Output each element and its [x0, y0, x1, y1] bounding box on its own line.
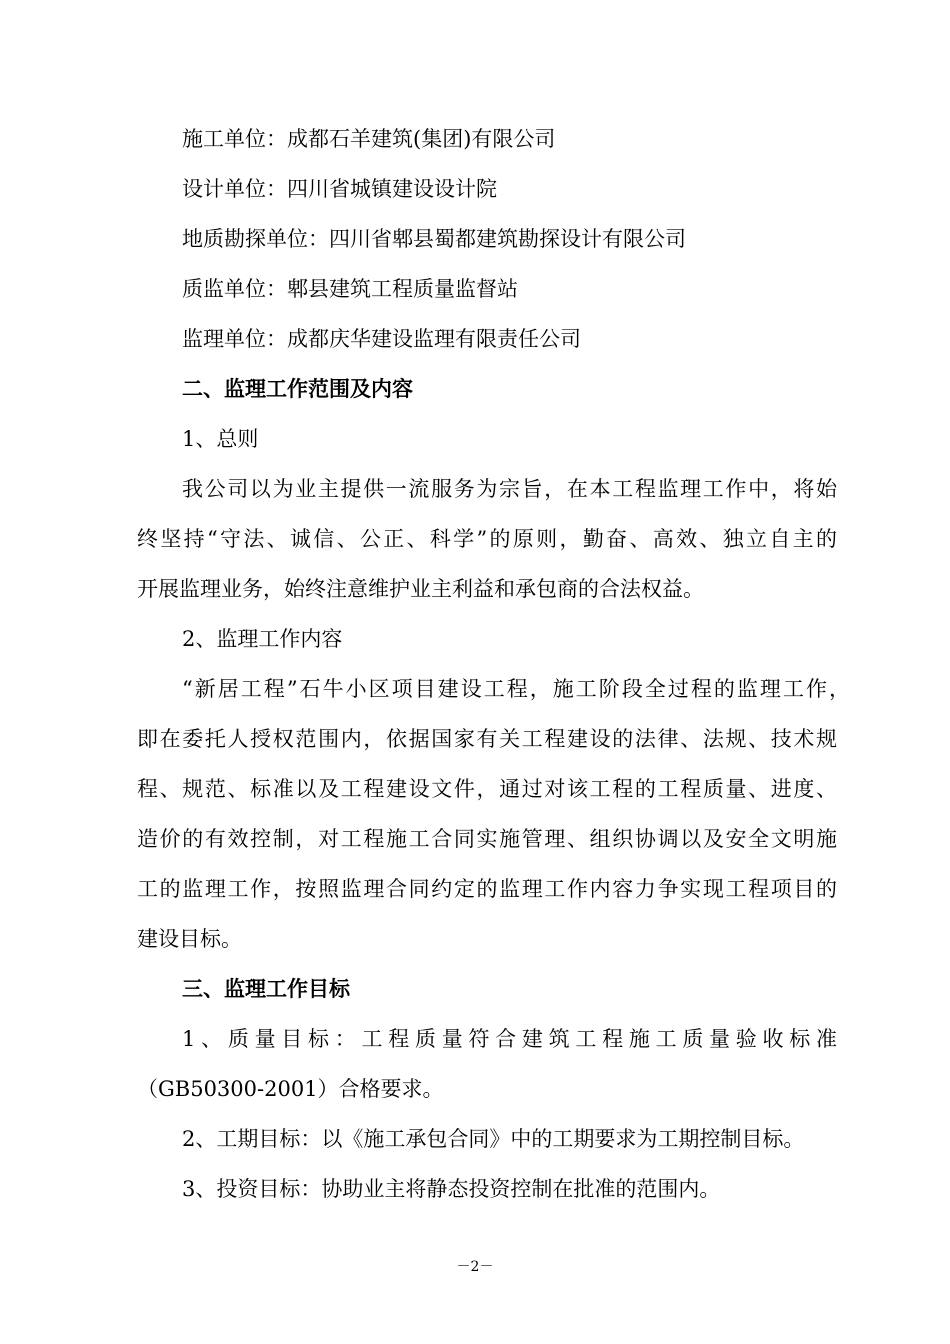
investment-target-line: 3、投资目标：协助业主将静态投资控制在批准的范围内。 — [182, 1177, 721, 1201]
section-heading-2: 二、监理工作范围及内容 — [182, 376, 413, 401]
subheading-work-content: 2、监理工作内容 — [182, 627, 343, 651]
paragraph-line: 工的监理工作，按照监理合同约定的监理工作内容力争实现工程项目的 — [137, 877, 837, 901]
construction-unit-line: 施工单位：成都石羊建筑(集团)有限公司 — [182, 127, 556, 151]
paragraph-line: “新居工程”石牛小区项目建设工程，施工阶段全过程的监理工作， — [182, 677, 850, 701]
survey-unit-line: 地质勘探单位：四川省郫县蜀都建筑勘探设计有限公司 — [182, 227, 686, 251]
paragraph-line: 建设目标。 — [137, 927, 242, 951]
page-number: －2－ — [456, 1259, 494, 1275]
schedule-target-line: 2、工期目标：以《施工承包合同》中的工期要求为工期控制目标。 — [182, 1127, 805, 1151]
paragraph-line: 终坚持“守法、诚信、公正、科学”的原则，勤奋、高效、独立自主的 — [137, 527, 837, 551]
design-unit-line: 设计单位：四川省城镇建设设计院 — [182, 177, 497, 201]
quality-target-line: （GB50300-2001）合格要求。 — [137, 1077, 444, 1101]
quality-target-line: 1、质量目标：工程质量符合建筑工程施工质量验收标准 — [182, 1027, 837, 1051]
quality-supervision-unit-line: 质监单位：郫县建筑工程质量监督站 — [182, 277, 518, 301]
supervision-unit-line: 监理单位：成都庆华建设监理有限责任公司 — [182, 327, 581, 351]
section-heading-3: 三、监理工作目标 — [182, 976, 350, 1001]
paragraph-line: 即在委托人授权范围内，依据国家有关工程建设的法律、法规、技术规 — [137, 727, 837, 751]
subheading-general: 1、总则 — [182, 427, 259, 451]
paragraph-line: 造价的有效控制，对工程施工合同实施管理、组织协调以及安全文明施 — [137, 827, 837, 851]
paragraph-line: 开展监理业务，始终注意维护业主利益和承包商的合法权益。 — [137, 577, 704, 601]
paragraph-line: 程、规范、标准以及工程建设文件，通过对该工程的工程质量、进度、 — [137, 777, 837, 801]
paragraph-line: 我公司以为业主提供一流服务为宗旨，在本工程监理工作中，将始 — [182, 477, 837, 501]
